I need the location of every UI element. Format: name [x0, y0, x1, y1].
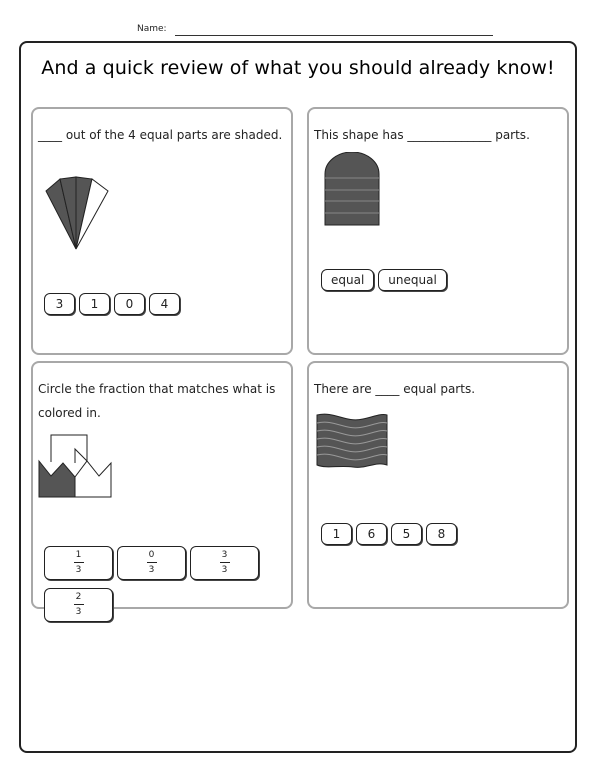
question-card-count-parts: [307, 361, 569, 609]
question-text: This shape has ______________ parts.: [314, 128, 530, 142]
choice-button[interactable]: 4: [149, 293, 180, 315]
numerator: 0: [148, 550, 155, 560]
fraction-choice-button[interactable]: [44, 546, 113, 580]
denominator: 3: [148, 565, 155, 575]
numerator: 2: [75, 592, 82, 602]
answer-choices: [44, 293, 184, 315]
numerator: 3: [221, 550, 228, 560]
fan-shape: [43, 175, 113, 251]
worksheet-frame: [19, 41, 577, 753]
arch-shape: [324, 152, 380, 226]
fraction-bar: [74, 562, 84, 563]
fraction-choice-button[interactable]: [117, 546, 186, 580]
choice-button[interactable]: 5: [391, 523, 422, 545]
choice-button[interactable]: 3: [44, 293, 75, 315]
crown-shape: [37, 431, 113, 499]
fraction-bar: [74, 604, 84, 605]
question-card-fraction: [31, 361, 293, 617]
denominator: 3: [75, 565, 82, 575]
denominator: 3: [221, 565, 228, 575]
choice-button[interactable]: 1: [321, 523, 352, 545]
fraction-bar: [220, 562, 230, 563]
fraction-choice-button[interactable]: [44, 588, 113, 622]
answer-choices: [44, 546, 294, 630]
name-label: Name:: [137, 24, 167, 34]
name-row: [0, 24, 600, 40]
question-card-shaded-parts: [31, 107, 293, 355]
name-field[interactable]: [175, 35, 493, 36]
question-card-equal-parts: [307, 107, 569, 355]
numerator: 1: [75, 550, 82, 560]
choice-button[interactable]: 1: [79, 293, 110, 315]
question-text: There are ____ equal parts.: [314, 382, 476, 396]
choice-button[interactable]: equal: [321, 269, 374, 291]
answer-choices: [321, 523, 461, 545]
question-text: ____ out of the 4 equal parts are shaded.: [38, 128, 283, 142]
question-text: Circle the fraction that matches what is colored in.: [38, 382, 276, 420]
choice-button[interactable]: unequal: [378, 269, 447, 291]
denominator: 3: [75, 607, 82, 617]
fraction-choice-button[interactable]: [190, 546, 259, 580]
page-title: And a quick review of what you should already know!: [41, 57, 555, 79]
choice-button[interactable]: 8: [426, 523, 457, 545]
choice-button[interactable]: 6: [356, 523, 387, 545]
choice-button[interactable]: 0: [114, 293, 145, 315]
wave-shape: [315, 411, 389, 471]
answer-choices: [321, 269, 451, 291]
fraction-bar: [147, 562, 157, 563]
